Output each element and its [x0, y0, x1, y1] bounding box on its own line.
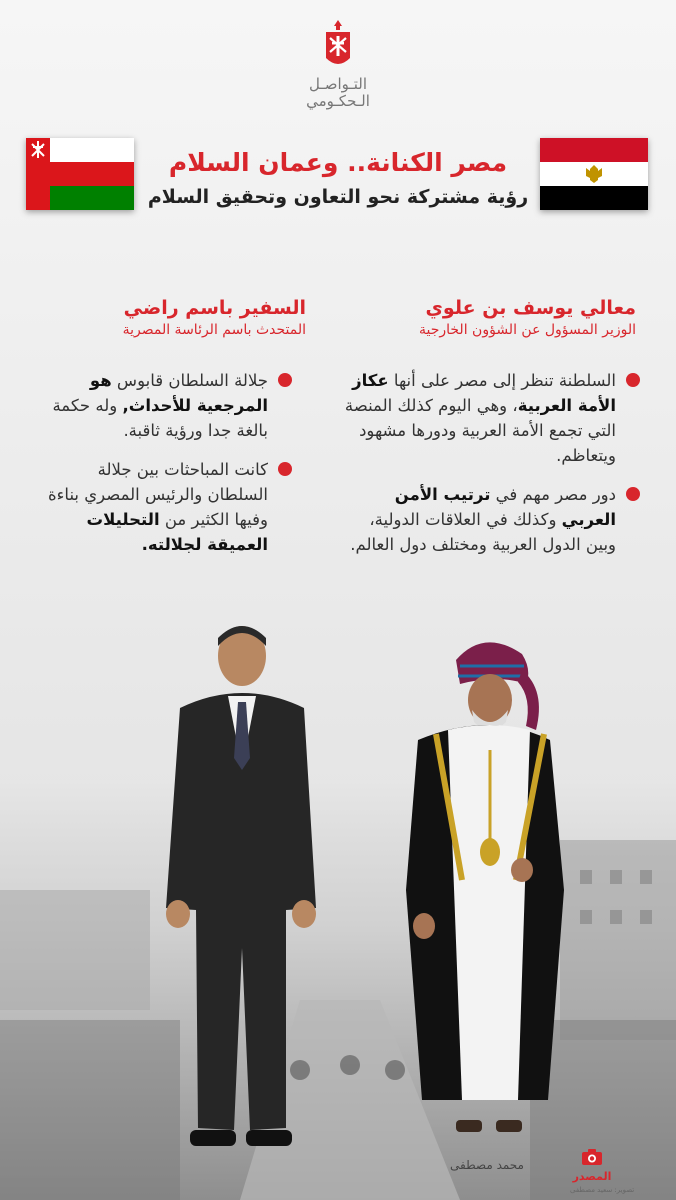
- quote-item: [40, 457, 296, 557]
- quote-highlight: عكاز الأمة العربية: [352, 371, 616, 415]
- quote-text: جلالة السلطان قابوس: [111, 371, 268, 390]
- quote-text: دور مصر مهم في: [490, 485, 616, 504]
- source-label: المصدر: [572, 1170, 612, 1183]
- bullet-dot-icon: [626, 373, 640, 387]
- quote-text: وكذلك في العلاقات الدولية، وبين الدول العربية ومختلف دول العالم.: [350, 510, 616, 554]
- quote-highlight: ترتيب الأمن العربي: [394, 485, 616, 529]
- speaker-right-role: الوزير المسؤول عن الشؤون الخارجية: [418, 322, 636, 338]
- quote-text: السلطنة تنظر إلى مصر على أنها: [388, 371, 616, 390]
- quote-highlight: التحليلات العميقة لجلالته.: [86, 510, 268, 554]
- quote-highlight: هو المرجعية للأحداث,: [89, 371, 268, 415]
- bullet-dot-icon: [626, 487, 640, 501]
- quote-item: [338, 482, 644, 557]
- photo-credit: تصوير: سعيد مصطفى: [570, 1186, 635, 1194]
- photographer-name: محمد مصطفى: [450, 1158, 524, 1172]
- speaker-left-quotes: [40, 368, 296, 571]
- source-badge: [566, 1148, 618, 1183]
- quote-item: [338, 368, 644, 468]
- speaker-left-name: السفير باسم راضي: [123, 297, 306, 319]
- bullet-dot-icon: [278, 373, 292, 387]
- egypt-flag: [540, 138, 648, 210]
- speaker-right-name: معالي يوسف بن علوي: [425, 297, 636, 319]
- quote-text: ، وهي اليوم كذلك المنصة التي تجمع الأمة العربية ودورها مشهود ويتعاظم.: [344, 396, 616, 465]
- logo-text-line1: التـواصـل: [308, 75, 368, 93]
- quote-text: وله حكمة بالغة جدا ورؤية ثاقبة.: [52, 396, 268, 440]
- camera-icon: [581, 1148, 603, 1166]
- quote-item: [40, 368, 296, 443]
- page-title: مصر الكنانة.. وعمان السلام: [168, 148, 508, 177]
- oman-flag: [26, 138, 134, 210]
- government-communication-logo-icon: [320, 18, 356, 72]
- quote-text: كانت المباحثات بين جلالة السلطان والرئيس المصري بناءة وفيها الكثير من: [48, 460, 268, 529]
- speaker-left-role: المتحدث باسم الرئاسة المصرية: [122, 322, 306, 338]
- person-in-suit-photo: [150, 618, 330, 1158]
- person-in-traditional-dress-photo: [398, 630, 570, 1150]
- government-communication-logo: [298, 18, 378, 113]
- bullet-dot-icon: [278, 462, 292, 476]
- logo-text-line2: الـحكـومي: [306, 92, 370, 110]
- page-subtitle: رؤية مشتركة نحو التعاون وتحقيق السلام: [147, 186, 529, 208]
- speaker-right-quotes: [338, 368, 644, 571]
- background-street-scene: [0, 780, 676, 1200]
